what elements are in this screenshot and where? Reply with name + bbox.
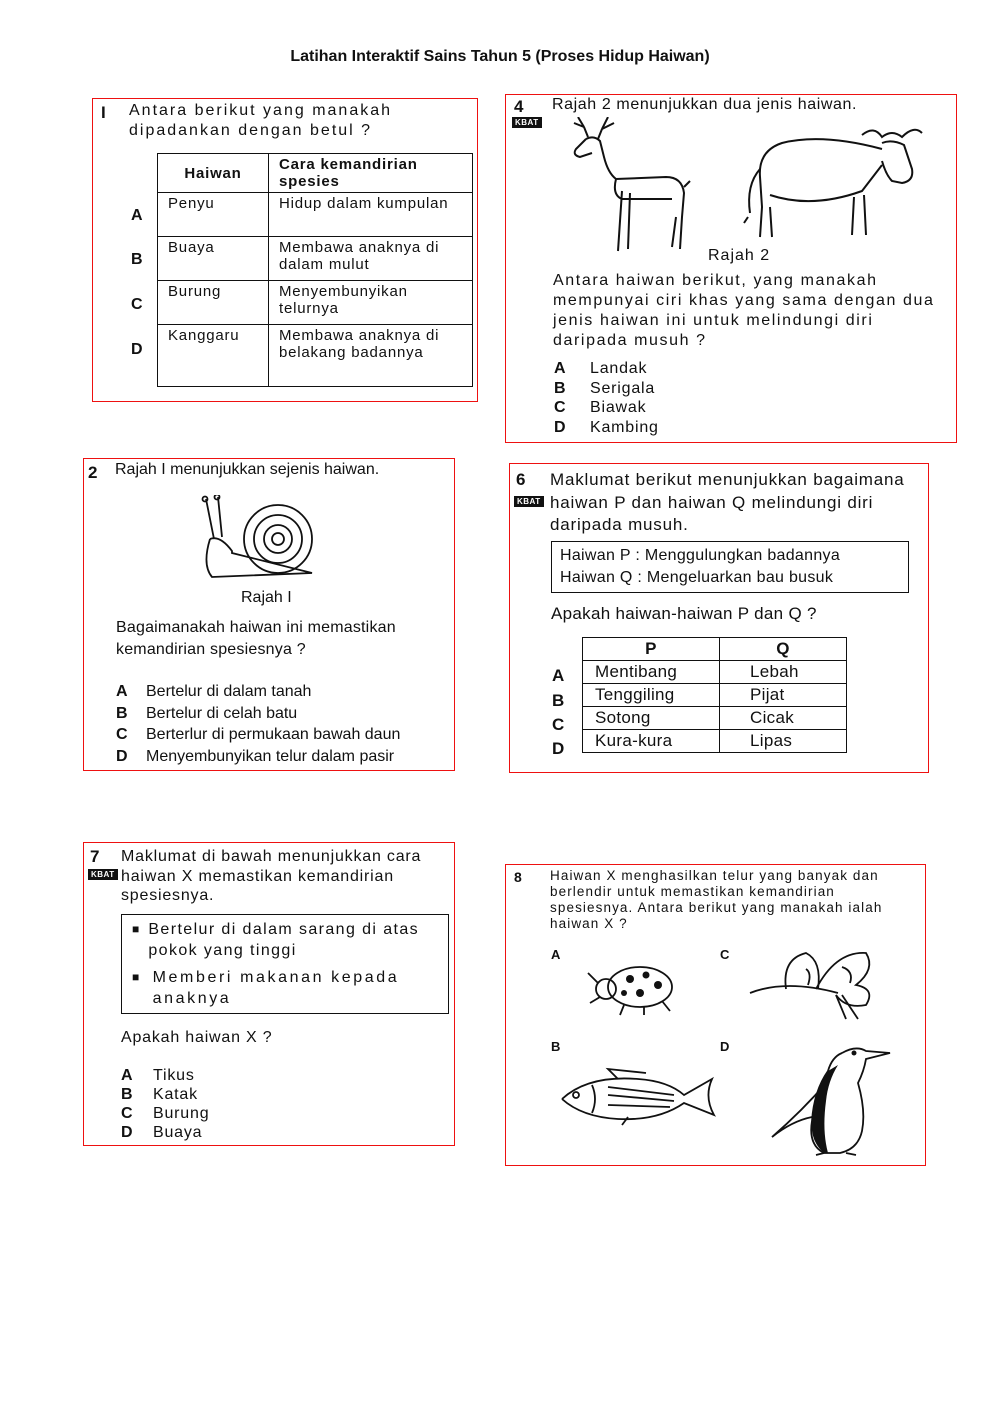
option[interactable] bbox=[121, 1066, 209, 1085]
table-header: Cara kemandirian spesies bbox=[269, 154, 473, 193]
bullet-item bbox=[132, 919, 438, 961]
option-list bbox=[554, 359, 659, 437]
table-cell: Menyembunyikan telurnya bbox=[269, 281, 473, 325]
option-letter: C bbox=[554, 399, 567, 416]
question-6-box bbox=[509, 463, 929, 773]
fish-illustration[interactable] bbox=[558, 1065, 718, 1127]
option[interactable] bbox=[121, 1104, 209, 1123]
buffalo-illustration bbox=[742, 125, 932, 245]
kbat-badge: KBAT bbox=[88, 869, 118, 880]
option-letter: B bbox=[121, 1086, 134, 1103]
info-line: Haiwan Q : Mengeluarkan bau busuk bbox=[560, 569, 834, 586]
table-cell: Penyu bbox=[158, 193, 269, 237]
bullet-item bbox=[132, 967, 438, 1009]
table-cell: Burung bbox=[158, 281, 269, 325]
deer-illustration bbox=[556, 117, 706, 257]
option-letter: C bbox=[121, 1105, 134, 1122]
option[interactable] bbox=[116, 703, 400, 725]
option-text: Katak bbox=[153, 1086, 198, 1103]
option-letter[interactable]: D bbox=[552, 739, 565, 758]
table-cell: Sotong bbox=[583, 707, 720, 730]
question-text: Haiwan X menghasilkan telur yang banyak dan berlendir untuk memastikan kemandirian spesiesnya. Antara berikut yang manakah ialah haiwan X ? bbox=[550, 868, 883, 931]
option-text: Biawak bbox=[590, 399, 647, 416]
bullet-text: Bertelur di dalam sarang di atas pokok yang tinggi bbox=[148, 921, 420, 959]
bullet-icon: ■ bbox=[132, 970, 141, 984]
option-letter: D bbox=[554, 418, 567, 436]
table-cell: Buaya bbox=[158, 237, 269, 281]
table-cell: Hidup dalam kumpulan bbox=[269, 193, 473, 237]
option-list bbox=[116, 681, 400, 767]
option-text: Burung bbox=[153, 1105, 210, 1122]
option-letter: A bbox=[121, 1067, 134, 1084]
question-text: Antara berikut yang manakah dipadankan dengan betul ? bbox=[129, 102, 393, 139]
question-4-box bbox=[505, 94, 957, 443]
table-header: Q bbox=[720, 638, 847, 661]
option-letter[interactable]: C bbox=[720, 947, 730, 962]
option-letter[interactable]: A bbox=[131, 207, 143, 224]
table-cell: Membawa anaknya di belakang badannya bbox=[269, 325, 473, 387]
option-letter[interactable]: B bbox=[131, 251, 143, 268]
question-prompt: Bagaimanakah haiwan ini memastikan kemandirian spesiesnya ? bbox=[116, 619, 396, 658]
kbat-badge: KBAT bbox=[514, 496, 544, 507]
info-box bbox=[121, 914, 449, 1014]
table-cell: Cicak bbox=[720, 707, 847, 730]
option-letter: D bbox=[121, 1124, 134, 1141]
option[interactable] bbox=[121, 1085, 209, 1104]
option-letter[interactable]: B bbox=[552, 691, 565, 710]
question-prompt: Apakah haiwan X ? bbox=[121, 1029, 273, 1046]
answer-table bbox=[582, 637, 847, 753]
butterfly-illustration[interactable] bbox=[746, 949, 916, 1025]
info-line: Haiwan P : Menggulungkan badannya bbox=[560, 547, 841, 564]
question-7-box bbox=[83, 842, 455, 1146]
snail-illustration bbox=[192, 495, 322, 581]
option-text: Serigala bbox=[590, 379, 656, 397]
option-letter[interactable]: A bbox=[552, 666, 565, 685]
table-cell: Pijat bbox=[720, 684, 847, 707]
option[interactable] bbox=[554, 418, 659, 438]
table-cell: Kura-kura bbox=[583, 730, 720, 753]
option-text: Bertelur di dalam tanah bbox=[146, 683, 312, 700]
option[interactable] bbox=[554, 398, 659, 418]
page-title: Latihan Interaktif Sains Tahun 5 (Proses Hidup Haiwan) bbox=[290, 48, 710, 65]
option-letter: A bbox=[116, 683, 128, 700]
option[interactable] bbox=[554, 379, 659, 399]
answer-table bbox=[157, 153, 473, 387]
option[interactable] bbox=[121, 1123, 209, 1142]
bullet-icon: ■ bbox=[132, 922, 141, 936]
option[interactable] bbox=[116, 746, 400, 768]
question-number: 6 bbox=[516, 470, 526, 489]
option-letter: D bbox=[116, 747, 128, 765]
table-header: Haiwan bbox=[158, 154, 269, 193]
kbat-badge: KBAT bbox=[512, 117, 542, 128]
table-cell: Lebah bbox=[720, 661, 847, 684]
question-number: 7 bbox=[90, 847, 100, 866]
question-2-box bbox=[83, 458, 455, 771]
option-letter[interactable]: C bbox=[552, 715, 565, 734]
question-8-box bbox=[505, 864, 926, 1166]
question-number: 8 bbox=[514, 869, 522, 885]
option[interactable] bbox=[116, 681, 400, 703]
table-header: P bbox=[583, 638, 720, 661]
option-letter[interactable]: B bbox=[551, 1039, 561, 1054]
question-text: Rajah 2 menunjukkan dua jenis haiwan. bbox=[552, 96, 858, 113]
option-text: Bertelur di celah batu bbox=[146, 704, 298, 722]
figure-caption: Rajah 2 bbox=[708, 247, 771, 264]
table-cell: Kanggaru bbox=[158, 325, 269, 387]
question-text: Rajah I menunjukkan sejenis haiwan. bbox=[115, 461, 380, 478]
option-letter[interactable]: A bbox=[551, 947, 561, 962]
question-prompt: Antara haiwan berikut, yang manakah mempunyai ciri khas yang sama dengan dua jenis haiwan ini untuk melindungi diri daripada musuh ? bbox=[553, 272, 935, 349]
option-text: Menyembunyikan telur dalam pasir bbox=[146, 747, 395, 765]
option-text: Berterlur di permukaan bawah daun bbox=[146, 726, 401, 743]
option-letter: C bbox=[116, 726, 128, 743]
penguin-illustration[interactable] bbox=[762, 1041, 892, 1157]
figure-caption: Rajah I bbox=[241, 589, 292, 606]
option-letter: B bbox=[554, 379, 567, 397]
option-text: Landak bbox=[590, 360, 648, 377]
question-number: 2 bbox=[88, 463, 98, 482]
option[interactable] bbox=[116, 724, 400, 746]
table-cell: Lipas bbox=[720, 730, 847, 753]
ladybug-illustration[interactable] bbox=[584, 957, 684, 1017]
option-letter[interactable]: D bbox=[131, 341, 143, 358]
option-letter[interactable]: C bbox=[131, 296, 143, 313]
option-text: Buaya bbox=[153, 1124, 203, 1141]
option[interactable] bbox=[554, 359, 659, 379]
option-letter: A bbox=[554, 360, 567, 377]
info-box bbox=[551, 541, 909, 593]
option-text: Tikus bbox=[153, 1067, 195, 1084]
option-list bbox=[121, 1066, 209, 1142]
option-letter: B bbox=[116, 704, 128, 722]
option-letter[interactable]: D bbox=[720, 1039, 730, 1054]
question-1-box bbox=[92, 98, 478, 402]
question-number: I bbox=[101, 103, 106, 122]
question-prompt: Apakah haiwan-haiwan P dan Q ? bbox=[551, 604, 817, 623]
bullet-text: Memberi makanan kepada anaknya bbox=[152, 969, 400, 1007]
question-text: Maklumat di bawah menunjukkan cara haiwan X memastikan kemandirian spesiesnya. bbox=[121, 848, 422, 904]
table-cell: Membawa anaknya di dalam mulut bbox=[269, 237, 473, 281]
question-number: 4 bbox=[514, 97, 524, 116]
table-cell: Tenggiling bbox=[583, 684, 720, 707]
table-cell: Mentibang bbox=[583, 661, 720, 684]
option-text: Kambing bbox=[590, 418, 659, 436]
question-text: Maklumat berikut menunjukkan bagaimana haiwan P dan haiwan Q melindungi diri daripada musuh. bbox=[550, 470, 905, 534]
